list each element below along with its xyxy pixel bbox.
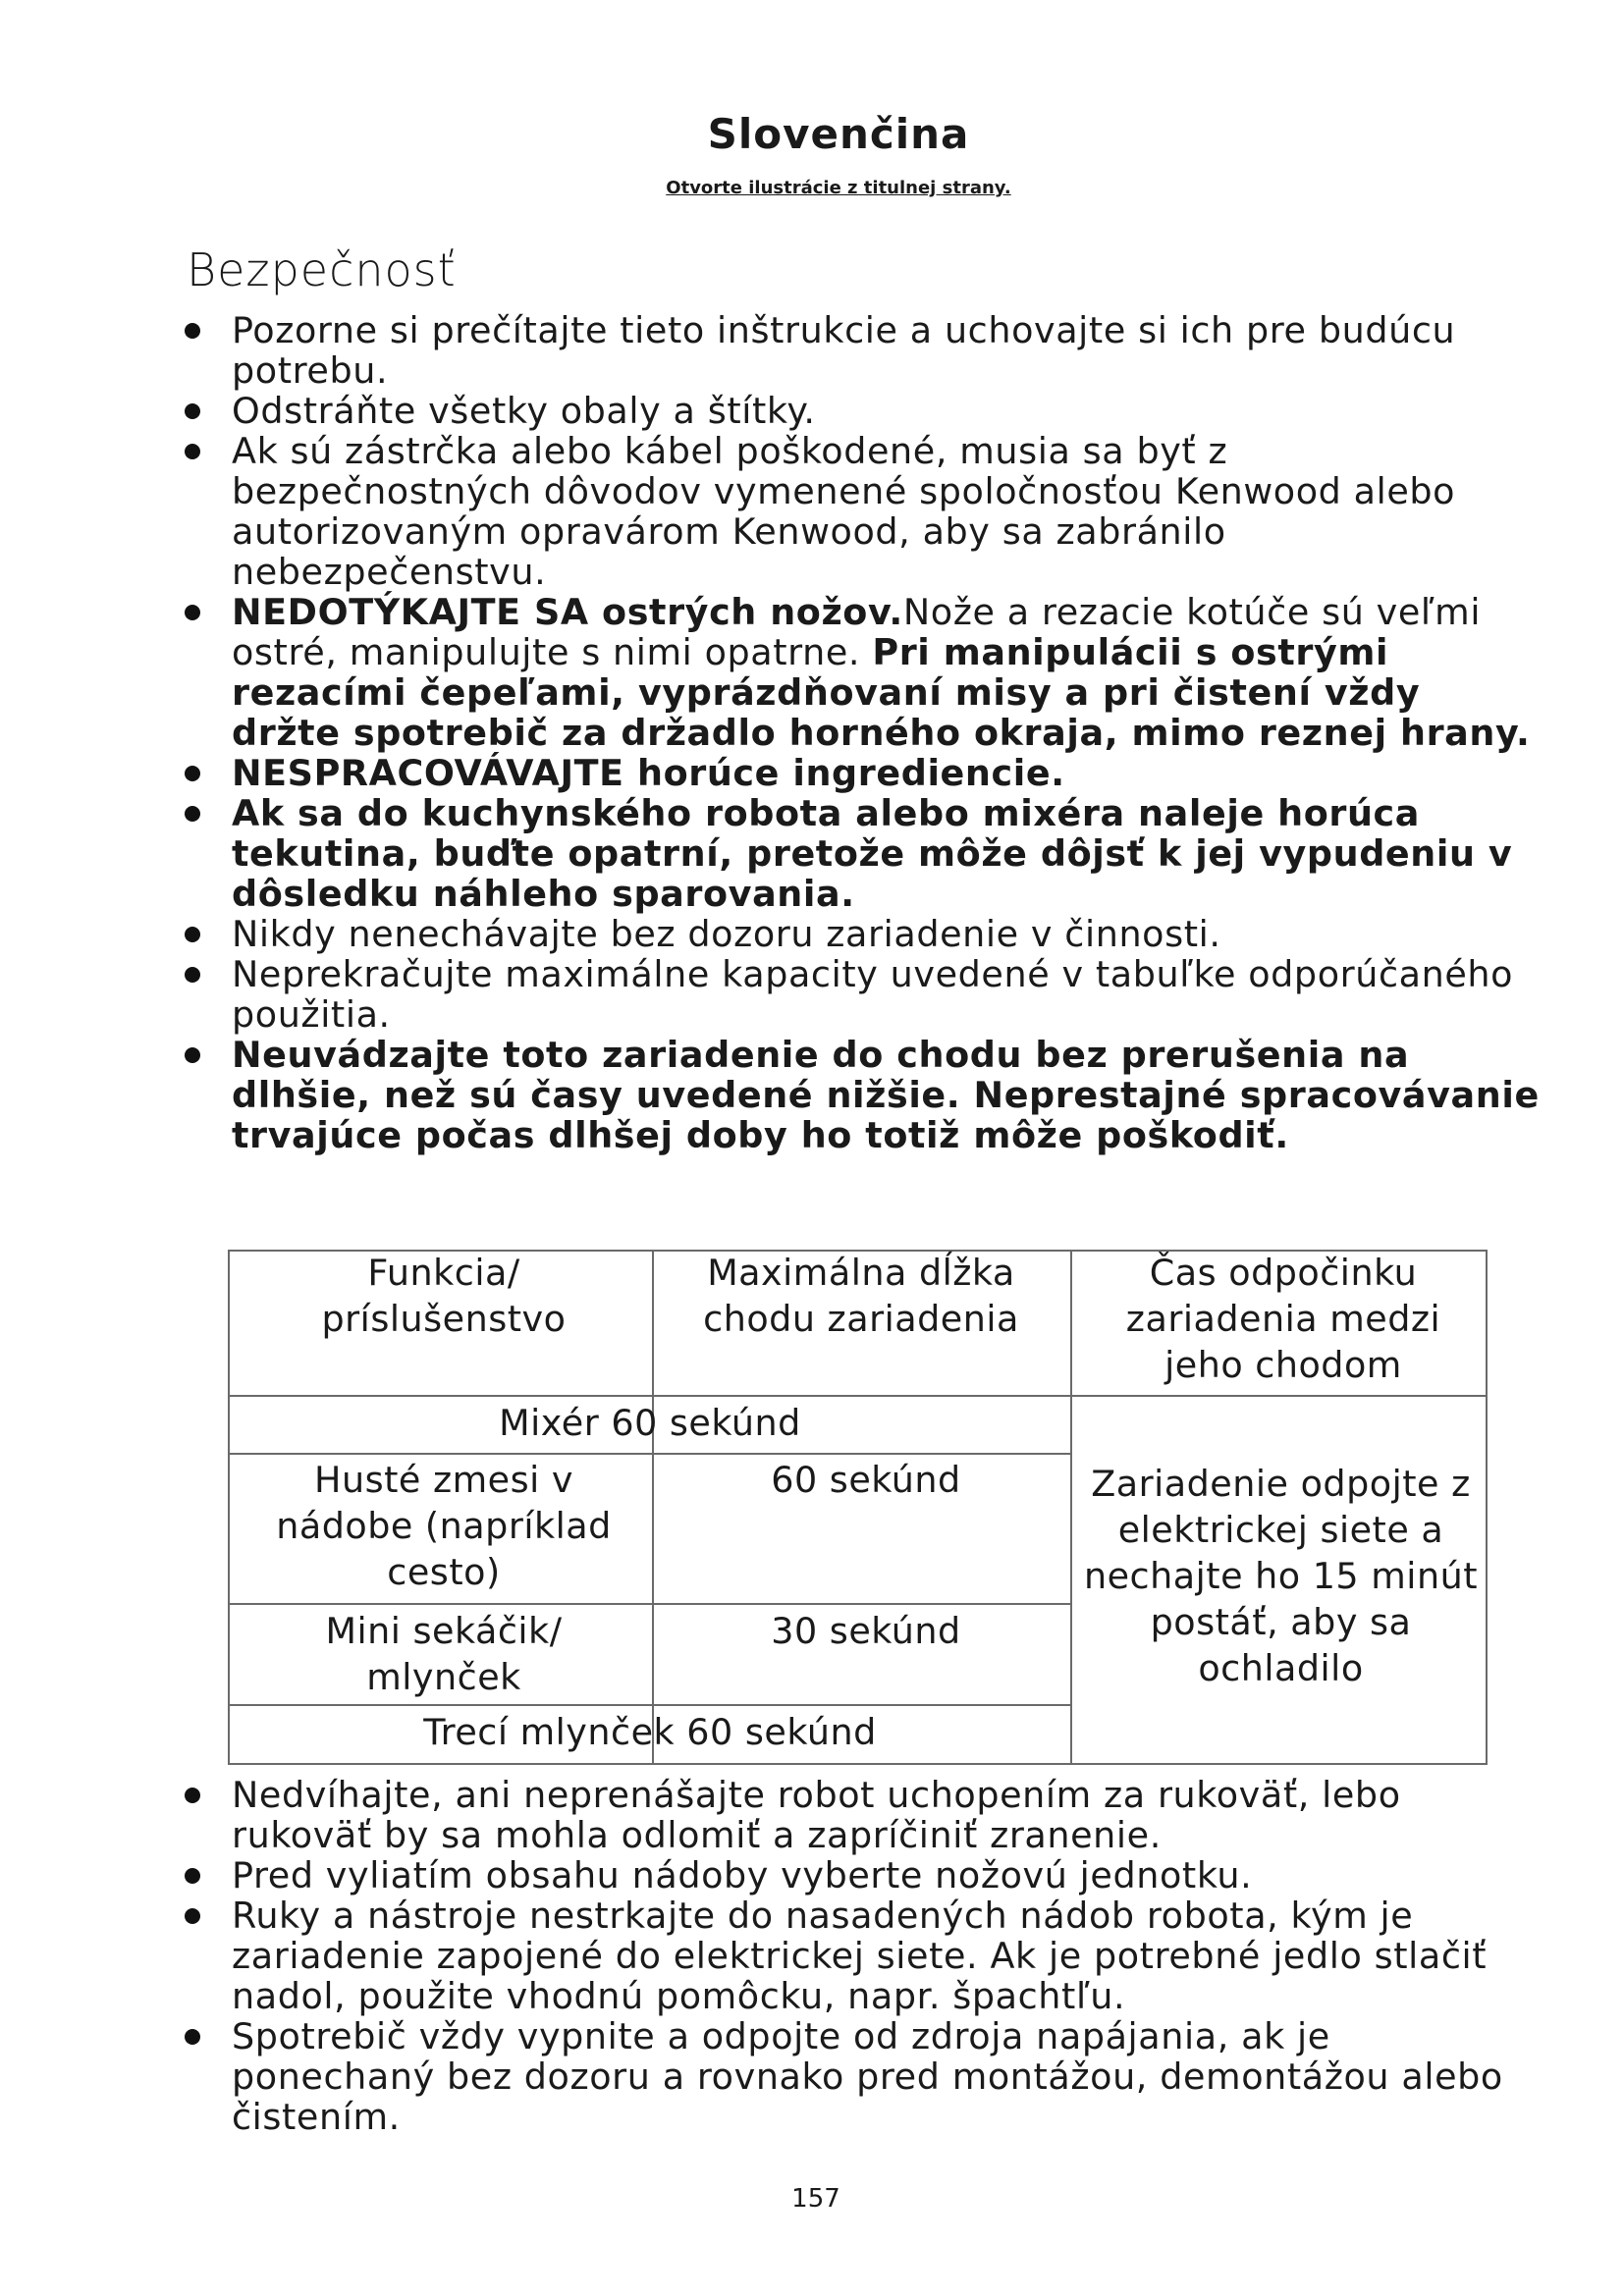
list-item bbox=[185, 1896, 1540, 2016]
table-row-divider bbox=[228, 1603, 1072, 1605]
table-cell: Trecí mlynček 60 sekúnd bbox=[423, 1711, 877, 1753]
bullet-icon bbox=[185, 1788, 200, 1803]
bullet-icon bbox=[185, 403, 200, 419]
bullet-icon bbox=[185, 1868, 200, 1884]
list-item bbox=[185, 1775, 1540, 1855]
list-item bbox=[185, 753, 1540, 793]
bullet-icon bbox=[185, 927, 200, 942]
bullet-icon bbox=[185, 444, 200, 459]
table-header-cell: Čas odpočinku zariadenia medzi jeho chodom bbox=[1125, 1252, 1441, 1386]
list-item-text: Pozorne si prečítajte tieto inštrukcie a uchovajte si ich pre budúcu potrebu. bbox=[232, 309, 1456, 392]
page-number: 157 bbox=[791, 2184, 840, 2214]
list-item-text: Spotrebič vždy vypnite a odpojte od zdroja napájania, ak je ponechaný bez dozoru a rovnako pred montážou, demontážou alebo čistením. bbox=[232, 2015, 1503, 2138]
list-item bbox=[185, 914, 1540, 954]
list-item-text: NESPRACOVÁVAJTE horúce ingrediencie. bbox=[232, 752, 1065, 794]
table-border bbox=[228, 1250, 230, 1765]
table-row-divider bbox=[228, 1704, 1072, 1706]
section-heading: Bezpečnosť bbox=[187, 243, 457, 296]
list-item bbox=[185, 310, 1540, 391]
list-item bbox=[185, 592, 1540, 753]
table-row-divider bbox=[228, 1395, 1488, 1397]
table-cell: Mixér 60 sekúnd bbox=[499, 1402, 801, 1444]
safety-list-continued bbox=[185, 1775, 1540, 2137]
list-item-text: Ruky a nástroje nestrkajte do nasadených nádob robota, kým je zariadenie zapojené do elektrickej siete. Ak je potrebné jedlo stlačiť nadol, použite vhodnú pomôcku, napr. špachtľu. bbox=[232, 1895, 1488, 2017]
page-title: Slovenčina bbox=[707, 110, 970, 158]
bullet-icon bbox=[185, 605, 200, 620]
list-item bbox=[185, 1035, 1540, 1155]
table-cell: Husté zmesi v nádobe (napríklad cesto) bbox=[276, 1459, 612, 1593]
list-item-text: Odstráňte všetky obaly a štítky. bbox=[232, 390, 816, 432]
table-column-divider bbox=[1070, 1250, 1072, 1765]
list-item-text: Ak sú zástrčka alebo kábel poškodené, musia sa byť z bezpečnostných dôvodov vymenené spoločnosťou Kenwood alebo autorizovaným opravárom Kenwood, aby sa zabránilo nebezpečenstvu. bbox=[232, 430, 1456, 593]
list-item-text: Nedvíhajte, ani neprenášajte robot uchopením za rukoväť, lebo rukoväť by sa mohla odlomiť a zapríčiniť zranenie. bbox=[232, 1774, 1401, 1856]
safety-list bbox=[185, 310, 1540, 1155]
bullet-icon bbox=[185, 967, 200, 983]
list-item-bold-text: NEDOTÝKAJTE SA ostrých nožov. bbox=[232, 591, 903, 633]
subtitle: Otvorte ilustrácie z titulnej strany. bbox=[666, 178, 1011, 198]
table-column-divider bbox=[652, 1250, 654, 1765]
bullet-icon bbox=[185, 2029, 200, 2045]
list-item-text: Ak sa do kuchynského robota alebo mixéra naleje horúca tekutina, buďte opatrní, pretože môže dôjsť k jej vypudeniu v dôsledku náhleho sparovania. bbox=[232, 792, 1513, 915]
list-item-text: Neprekračujte maximálne kapacity uvedené v tabuľke odporúčaného použitia. bbox=[232, 953, 1514, 1036]
usage-time-table bbox=[228, 1250, 1488, 1765]
list-item bbox=[185, 391, 1540, 431]
table-cell-rest-time: Zariadenie odpojte z elektrickej siete a nechajte ho 15 minút postáť, aby sa ochladilo bbox=[1083, 1463, 1479, 1689]
table-border bbox=[1486, 1250, 1488, 1765]
table-header-cell: Maximálna dĺžka chodu zariadenia bbox=[703, 1252, 1019, 1340]
bullet-icon bbox=[185, 766, 200, 781]
list-item bbox=[185, 793, 1540, 914]
list-item-bold-text: Pri manipulácii s ostrými rezacími čepeľami, vyprázdňovaní misy a pri čistení vždy držte spotrebič za držadlo horného okraja, mimo reznej hrany. bbox=[232, 631, 1531, 754]
table-header-cell: Funkcia/ príslušenstvo bbox=[321, 1252, 567, 1340]
list-item bbox=[185, 431, 1540, 592]
list-item bbox=[185, 2016, 1540, 2137]
bullet-icon bbox=[185, 806, 200, 822]
table-cell: 60 sekúnd bbox=[771, 1459, 961, 1501]
list-item-text: Neuvádzajte toto zariadenie do chodu bez prerušenia na dlhšie, než sú časy uvedené nižšie. Neprestajné spracovávanie trvajúce počas dlhšej doby ho totiž môže poškodiť. bbox=[232, 1034, 1540, 1156]
list-item-text: Nikdy nenechávajte bez dozoru zariadenie v činnosti. bbox=[232, 913, 1221, 955]
bullet-icon bbox=[185, 323, 200, 339]
list-item bbox=[185, 1855, 1540, 1896]
bullet-icon bbox=[185, 1047, 200, 1063]
table-row-divider bbox=[228, 1453, 1072, 1455]
table-border bbox=[228, 1763, 1488, 1765]
list-item bbox=[185, 954, 1540, 1035]
list-item-text: Pred vyliatím obsahu nádoby vyberte nožovú jednotku. bbox=[232, 1854, 1253, 1896]
bullet-icon bbox=[185, 1908, 200, 1924]
table-cell: Mini sekáčik/ mlynček bbox=[325, 1610, 563, 1698]
list-item-text: Nože a rezacie kotúče sú veľmi ostré, manipulujte s nimi opatrne. bbox=[232, 591, 1482, 673]
table-cell: 30 sekúnd bbox=[771, 1610, 961, 1652]
